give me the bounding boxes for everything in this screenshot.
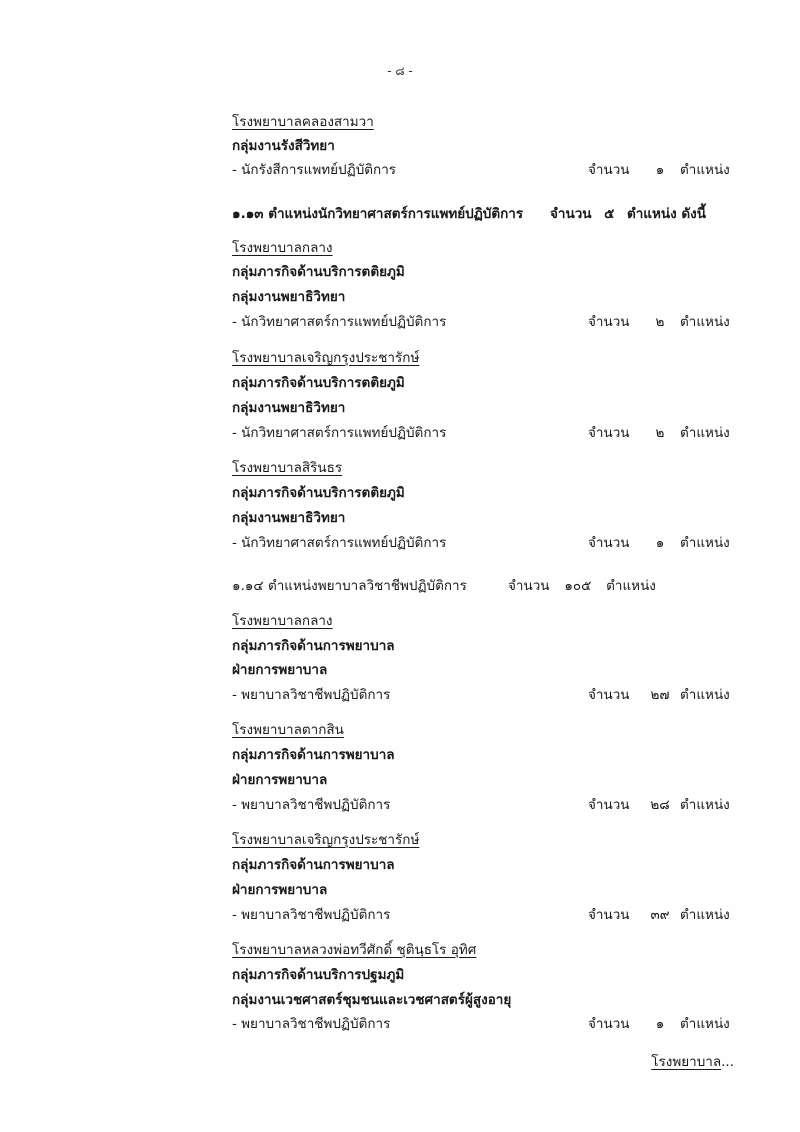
section-quantity-1-14 <box>508 576 656 596</box>
quantity-row <box>588 160 730 180</box>
work-group: ฝ่ายการพยาบาล <box>232 772 328 788</box>
position-unit: ตำแหน่ง <box>680 425 730 441</box>
quantity-row <box>588 312 730 332</box>
position-title: - พยาบาลวิชาชีพปฏิบัติการ <box>232 907 391 923</box>
quantity-row <box>588 795 730 815</box>
hospital-name: โรงพยาบาลเจริญกรุงประชารักษ์ <box>232 832 420 848</box>
page-number: - ๘ - <box>387 64 413 78</box>
hospital-name: โรงพยาบาลสิรินธร <box>232 460 343 476</box>
section-heading-1-14: ๑.๑๔ ตำแหน่งพยาบาลวิชาชีพปฏิบัติการ <box>232 578 467 594</box>
position-title: - นักวิทยาศาสตร์การแพทย์ปฏิบัติการ <box>232 535 447 551</box>
mission-group: กลุ่มภารกิจด้านบริการปฐมภูมิ <box>232 967 405 983</box>
quantity-label: จำนวน <box>588 1016 630 1032</box>
hospital-name: โรงพยาบาลคลองสามวา <box>232 114 374 130</box>
position-unit: ตำแหน่ง <box>680 907 730 923</box>
position-unit: ตำแหน่ง <box>606 578 656 594</box>
position-title: - พยาบาลวิชาชีพปฏิบัติการ <box>232 1016 391 1032</box>
position-unit: ตำแหน่ง <box>680 162 730 178</box>
quantity-row <box>588 423 730 443</box>
position-title: - นักรังสีการแพทย์ปฏิบัติการ <box>232 162 397 178</box>
position-title: - พยาบาลวิชาชีพปฏิบัติการ <box>232 797 391 813</box>
work-group: ฝ่ายการพยาบาล <box>232 882 328 898</box>
quantity-value: ๑ <box>655 162 665 178</box>
mission-group: กลุ่มภารกิจด้านการพยาบาล <box>232 857 395 873</box>
mission-group: กลุ่มภารกิจด้านการพยาบาล <box>232 638 395 654</box>
quantity-label: จำนวน <box>508 578 550 594</box>
section-heading-1-13: ๑.๑๓ ตำแหน่งนักวิทยาศาสตร์การแพทย์ปฏิบัติการ <box>232 206 524 222</box>
work-group: กลุ่มงานพยาธิวิทยา <box>232 289 346 305</box>
hospital-name: โรงพยาบาลกลาง <box>232 613 333 629</box>
hospital-name: โรงพยาบาลตากสิน <box>232 722 344 738</box>
quantity-label: จำนวน <box>588 907 630 923</box>
work-group: กลุ่มงานพยาธิวิทยา <box>232 400 346 416</box>
position-unit: ตำแหน่ง <box>680 1016 730 1032</box>
continuation-marker <box>651 1050 734 1072</box>
position-unit: ตำแหน่ง ดังนี้ <box>626 206 706 222</box>
quantity-label: จำนวน <box>588 162 630 178</box>
position-unit: ตำแหน่ง <box>680 314 730 330</box>
continuation-text: โรงพยาบาล <box>651 1054 722 1070</box>
work-group: กลุ่มงานรังสีวิทยา <box>232 138 335 154</box>
quantity-label: จำนวน <box>588 687 630 703</box>
quantity-label: จำนวน <box>588 797 630 813</box>
quantity-row <box>588 533 730 553</box>
quantity-label: จำนวน <box>588 535 630 551</box>
quantity-row <box>588 685 730 705</box>
hospital-name: โรงพยาบาลหลวงพ่อทวีศักดิ์ ชุตินฺธโร อุทิศ <box>232 942 477 958</box>
quantity-value: ๒ <box>655 314 665 330</box>
position-title: - พยาบาลวิชาชีพปฏิบัติการ <box>232 687 391 703</box>
quantity-value: ๒๘ <box>650 797 670 813</box>
quantity-value: ๑๐๕ <box>564 578 592 594</box>
continuation-ellipsis: ... <box>721 1054 734 1070</box>
mission-group: กลุ่มภารกิจด้านบริการตติยภูมิ <box>232 485 405 501</box>
quantity-value: ๓๙ <box>650 907 670 923</box>
hospital-name: โรงพยาบาลกลาง <box>232 240 333 256</box>
quantity-label: จำนวน <box>588 314 630 330</box>
work-group: กลุ่มงานพยาธิวิทยา <box>232 510 346 526</box>
position-unit: ตำแหน่ง <box>680 797 730 813</box>
quantity-value: ๒๗ <box>650 687 670 703</box>
position-title: - นักวิทยาศาสตร์การแพทย์ปฏิบัติการ <box>232 425 447 441</box>
mission-group: กลุ่มภารกิจด้านการพยาบาล <box>232 747 395 763</box>
position-unit: ตำแหน่ง <box>680 687 730 703</box>
mission-group: กลุ่มภารกิจด้านบริการตติยภูมิ <box>232 375 405 391</box>
quantity-value: ๕ <box>604 206 615 222</box>
position-unit: ตำแหน่ง <box>680 535 730 551</box>
work-group: ฝ่ายการพยาบาล <box>232 662 328 678</box>
quantity-value: ๒ <box>655 425 665 441</box>
quantity-value: ๑ <box>655 535 665 551</box>
section-quantity-1-13 <box>550 204 706 224</box>
work-group: กลุ่มงานเวชศาสตร์ชุมชนและเวชศาสตร์ผู้สูงอายุ <box>232 992 512 1008</box>
quantity-row <box>588 1014 730 1034</box>
mission-group: กลุ่มภารกิจด้านบริการตติยภูมิ <box>232 264 405 280</box>
position-title: - นักวิทยาศาสตร์การแพทย์ปฏิบัติการ <box>232 314 447 330</box>
quantity-label: จำนวน <box>550 206 592 222</box>
quantity-row <box>588 905 730 925</box>
hospital-name: โรงพยาบาลเจริญกรุงประชารักษ์ <box>232 350 420 366</box>
quantity-label: จำนวน <box>588 425 630 441</box>
quantity-value: ๑ <box>655 1016 665 1032</box>
